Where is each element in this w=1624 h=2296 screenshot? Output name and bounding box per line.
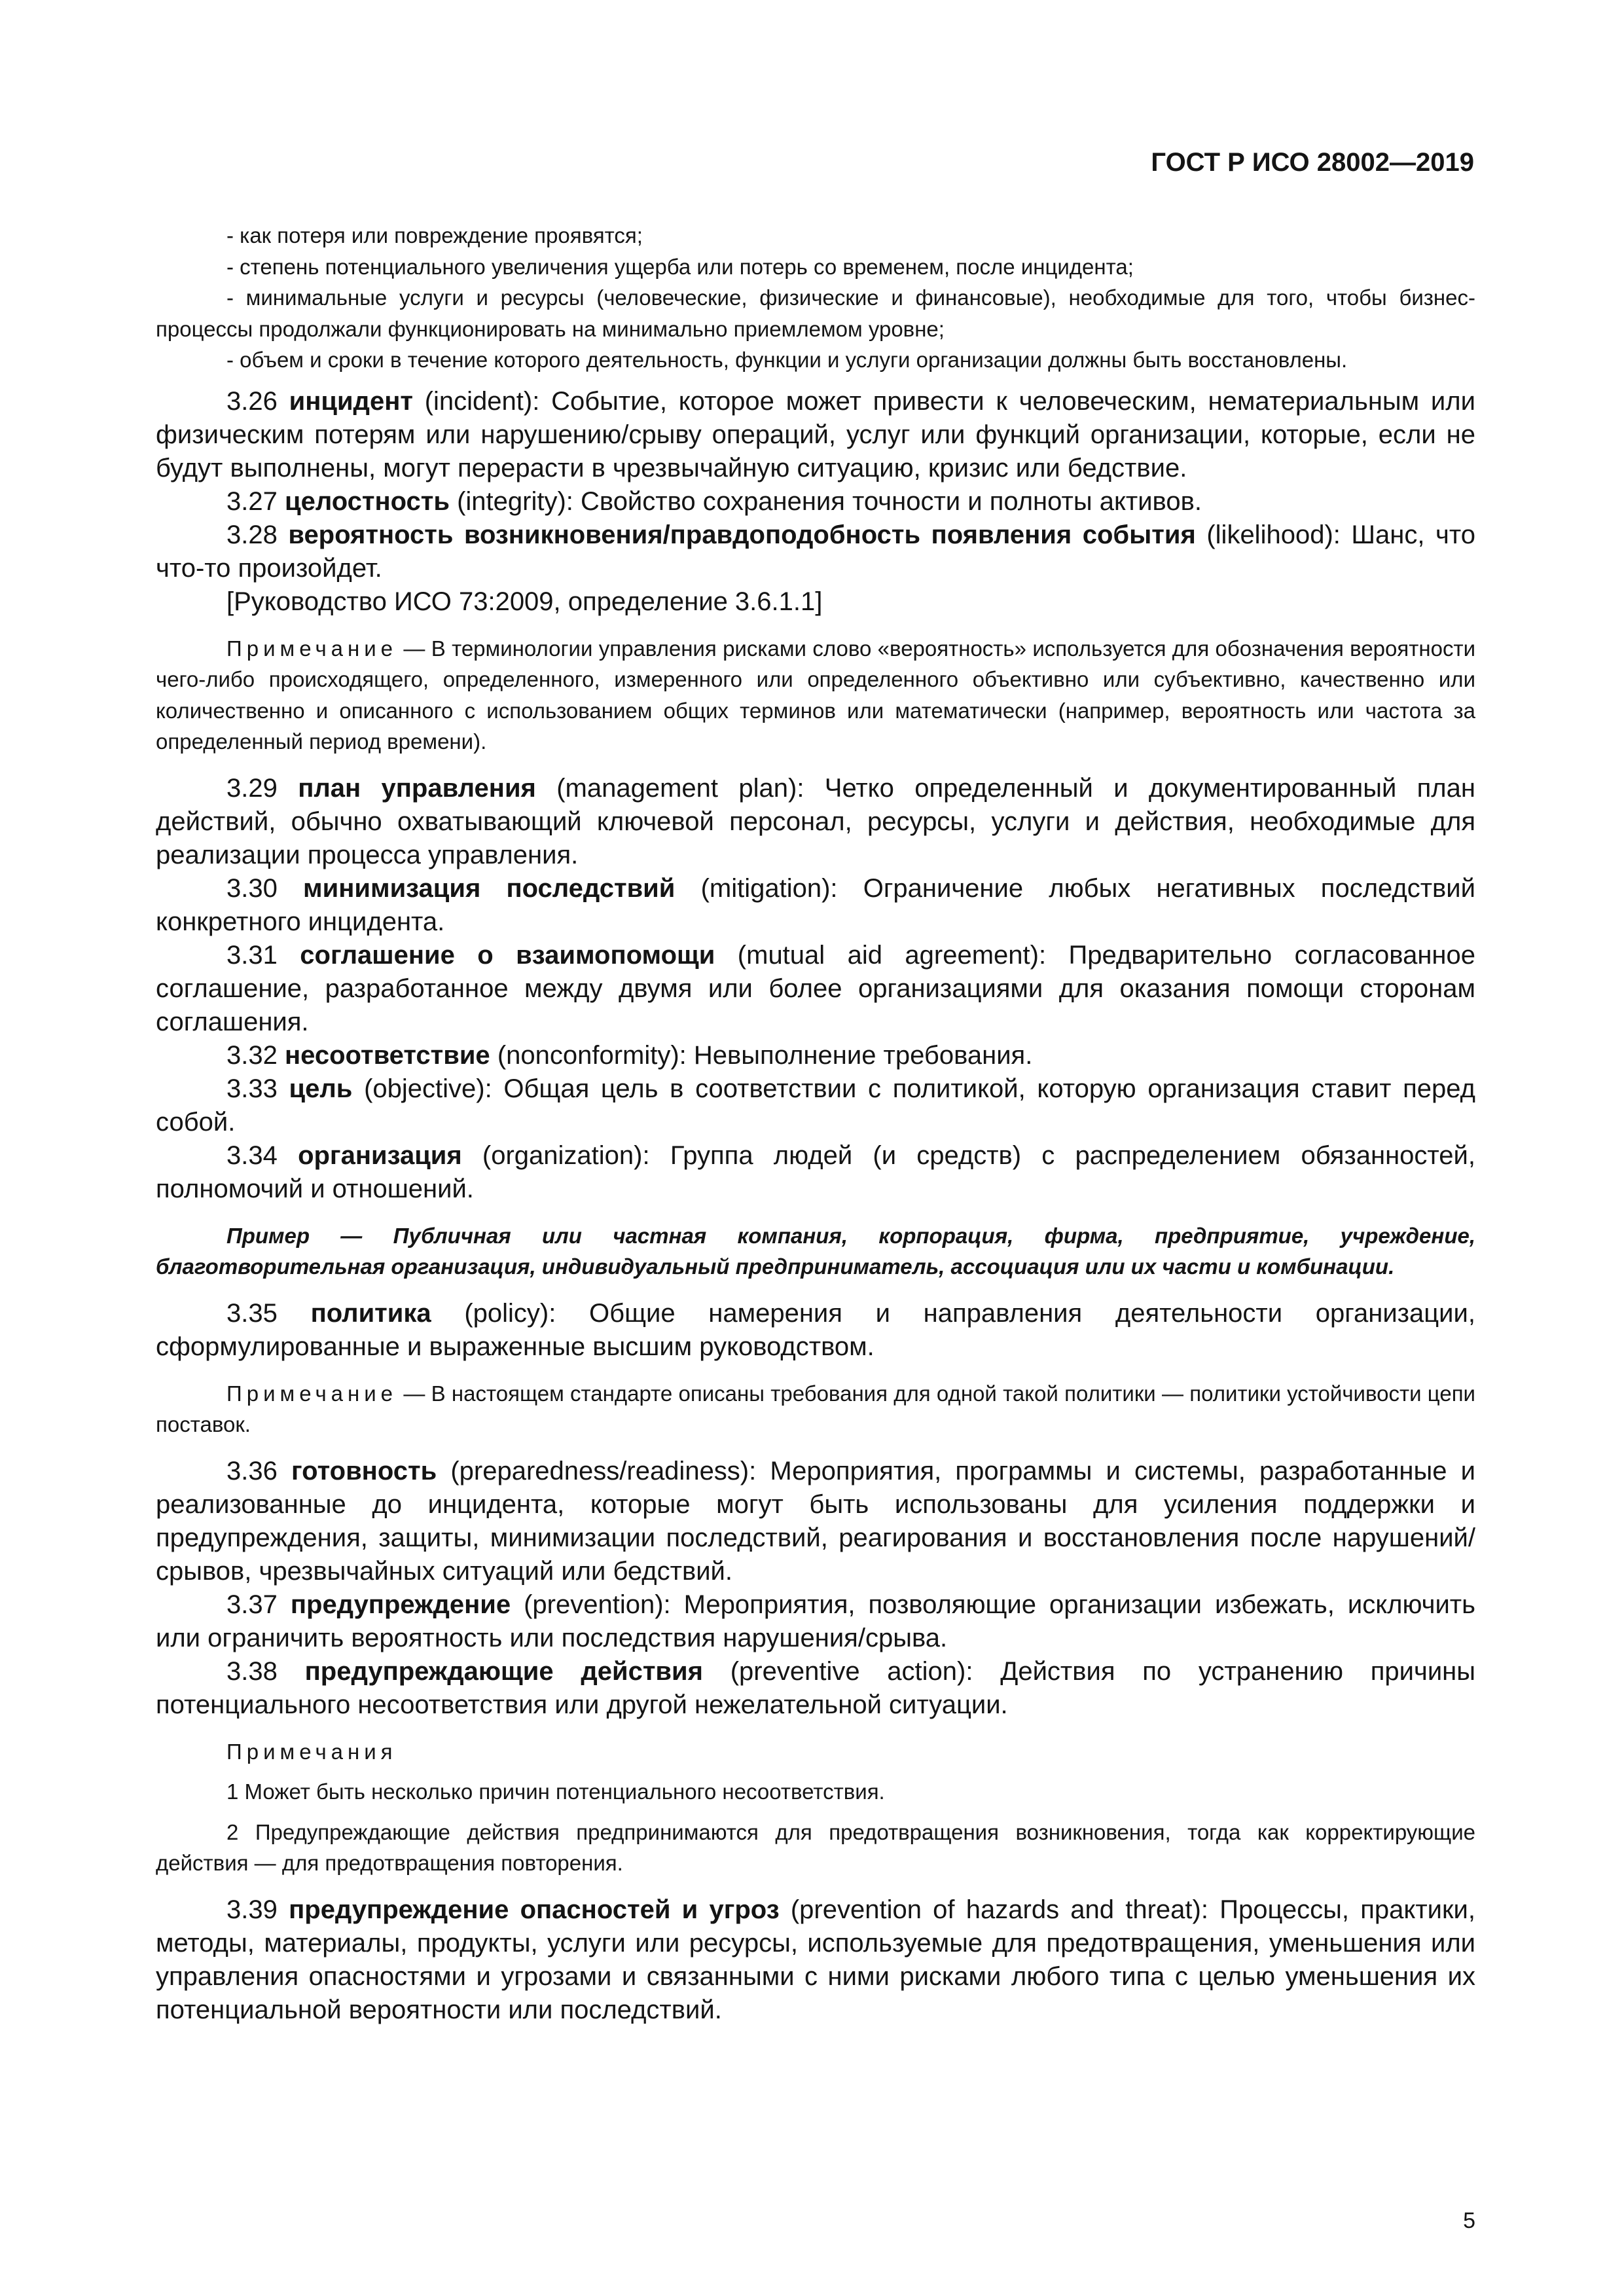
example-3-34	[156, 1220, 1475, 1283]
term-english: (integrity):	[457, 486, 573, 516]
term-definition: Свойство сохранения точности и полноты активов.	[581, 486, 1202, 516]
term-definition: Группа людей (и средств) с распределением обязанностей, полномочий и отношений.	[156, 1140, 1475, 1203]
note-label: Примечание	[226, 636, 398, 661]
term-number: 3.33	[226, 1074, 278, 1103]
term-3-31	[156, 939, 1475, 1039]
term-name: целостность	[284, 486, 450, 516]
term-number: 3.30	[226, 873, 278, 903]
term-3-36	[156, 1455, 1475, 1588]
term-name: план управления	[298, 773, 536, 803]
term-number: 3.37	[226, 1590, 278, 1619]
term-english: (preventive action):	[730, 1656, 973, 1686]
terms-block-1	[156, 385, 1475, 619]
term-definition: Общая цель в соответствии с политикой, которую организация ставит перед собой.	[156, 1074, 1475, 1137]
bullet-item: - как потеря или повреждение проявятся;	[226, 223, 643, 247]
standard-header: ГОСТ Р ИСО 28002—2019	[1151, 148, 1474, 177]
term-number: 3.36	[226, 1456, 278, 1485]
term-english: (prevention of hazards and threat):	[790, 1895, 1208, 1924]
term-definition: Ограничение любых негативных последствий конкретного инцидента.	[156, 873, 1475, 936]
term-name: инцидент	[289, 386, 413, 416]
term-english: (management plan):	[556, 773, 804, 803]
term-number: 3.39	[226, 1895, 278, 1924]
term-3-33	[156, 1072, 1475, 1139]
term-number: 3.26	[226, 386, 278, 416]
note-3-28	[156, 633, 1475, 757]
term-3-28	[156, 519, 1475, 585]
bullet-list	[156, 220, 1475, 376]
term-english: (organization):	[482, 1140, 650, 1170]
term-definition: Мероприятия, позволяющие организации избежать, исключить или ограничить вероятность или последствия нарушения/срыва.	[156, 1590, 1475, 1652]
term-name: предупреждение опасностей и угроз	[289, 1895, 780, 1924]
note-3-35	[156, 1378, 1475, 1440]
term-source: [Руководство ИСО 73:2009, определение 3.6.1.1]	[226, 587, 823, 616]
terms-block-3	[156, 1297, 1475, 1364]
bullet-item: - объем и сроки в течение которого деятельность, функции и услуги организации должны быть восстановлены.	[226, 348, 1348, 372]
term-name: вероятность возникновения/правдоподобность появления события	[288, 520, 1196, 549]
term-3-38	[156, 1655, 1475, 1722]
note-item: 1 Может быть несколько причин потенциального несоответствия.	[226, 1779, 885, 1804]
term-number: 3.32	[226, 1040, 278, 1070]
terms-block-5	[156, 1893, 1475, 2027]
notes-3-38	[156, 1736, 1475, 1879]
term-3-37	[156, 1588, 1475, 1655]
term-3-39	[156, 1893, 1475, 2027]
term-english: (incident):	[424, 386, 540, 416]
term-number: 3.38	[226, 1656, 278, 1686]
term-3-27	[156, 485, 1475, 519]
term-number: 3.34	[226, 1140, 278, 1170]
bullet-item: - степень потенциального увеличения ущерба или потерь со временем, после инцидента;	[226, 254, 1134, 279]
term-name: цель	[289, 1074, 353, 1103]
note-label: Примечание	[226, 1381, 398, 1406]
term-english: (nonconformity):	[497, 1040, 687, 1070]
term-english: (prevention):	[524, 1590, 671, 1619]
terms-block-4	[156, 1455, 1475, 1722]
term-name: организация	[298, 1140, 462, 1170]
term-name: предупреждающие действия	[304, 1656, 703, 1686]
term-english: (objective):	[364, 1074, 492, 1103]
term-definition: Мероприятия, программы и системы, разработанные и реализованные до инцидента, которые могут быть использованы для усиления поддержки и предупреждения, защиты, минимизации последствий, реагирования и восстановления после нарушений/срывов, чрезвычайных ситуаций или бедствий.	[156, 1456, 1475, 1586]
term-number: 3.27	[226, 486, 278, 516]
term-definition: Действия по устранению причины потенциального несоответствия или другой нежелательной ситуации.	[156, 1656, 1476, 1719]
note-item: 2 Предупреждающие действия предпринимаются для предотвращения возникновения, тогда как корректирующие действия — для предотвращения повторения.	[156, 1819, 1475, 1875]
term-number: 3.29	[226, 773, 278, 803]
term-definition: Событие, которое может привести к человеческим, нематериальным или физическим потерям или нарушению/срыву операций, услуг или функций организации, которые, если не будут выполнены, могут перерасти в чрезвычайную ситуацию, кризис или бедствие.	[156, 386, 1475, 483]
term-3-34	[156, 1139, 1475, 1206]
page-number: 5	[1463, 2208, 1475, 2233]
term-english: (likelihood):	[1206, 520, 1341, 549]
example-text: Пример — Публичная или частная компания, корпорация, фирма, предприятие, учреждение, благотворительная организация, индивидуальный предприниматель, ассоциация или их части и комбинации.	[156, 1223, 1475, 1279]
term-3-26	[156, 385, 1475, 485]
term-number: 3.28	[226, 520, 278, 549]
term-english: (mutual aid agreement):	[737, 940, 1047, 970]
term-3-30	[156, 872, 1475, 939]
term-3-35	[156, 1297, 1475, 1364]
term-name: готовность	[291, 1456, 437, 1485]
term-3-29	[156, 772, 1475, 872]
term-name: предупреждение	[290, 1590, 511, 1619]
term-3-32	[156, 1039, 1475, 1072]
terms-block-2	[156, 772, 1475, 1206]
term-definition: Процессы, практики, методы, материалы, продукты, услуги или ресурсы, используемые для предотвращения, уменьшения или управления опасностями и угрозами и связанными с ними рисками любого типа с целью уменьшения их потенциальной вероятности или последствий.	[156, 1895, 1475, 2024]
term-english: (preparedness/readiness):	[450, 1456, 757, 1485]
term-name: политика	[310, 1298, 431, 1328]
note-text: — В терминологии управления рисками слово «вероятность» используется для обозначения вероятности чего-либо происходящего, определенного, измеренного или определенного объективно или субъективно, качественно или количественно и описанного с использованием общих терминов или математически (например, вероятность или частота за определенный период времени).	[156, 636, 1476, 754]
notes-label: Примечания	[226, 1739, 397, 1764]
term-definition: Невыполнение требования.	[693, 1040, 1033, 1070]
term-name: соглашение о взаимопомощи	[300, 940, 715, 970]
document-body	[156, 220, 1475, 2027]
term-number: 3.31	[226, 940, 278, 970]
term-definition: Общие намерения и направления деятельности организации, сформулированные и выраженные высшим руководством.	[156, 1298, 1475, 1361]
term-number: 3.35	[226, 1298, 278, 1328]
term-name: минимизация последствий	[303, 873, 676, 903]
term-definition: Четко определенный и документированный план действий, обычно охватывающий ключевой персонал, ресурсы, услуги и действия, необходимые для реализации процесса управления.	[156, 773, 1475, 869]
term-definition: Предварительно согласованное соглашение, разработанное между двумя или более организациями для оказания помощи сторонам соглашения.	[156, 940, 1475, 1036]
term-definition: Шанс, что что-то произойдет.	[156, 520, 1475, 583]
term-english: (mitigation):	[700, 873, 838, 903]
term-english: (policy):	[464, 1298, 556, 1328]
term-name: несоответствие	[284, 1040, 490, 1070]
bullet-item: - минимальные услуги и ресурсы (человеческие, физические и финансовые), необходимые для того, чтобы бизнес-процессы продолжали функционировать на минимально приемлемом уровне;	[156, 285, 1475, 341]
note-text: — В настоящем стандарте описаны требования для одной такой политики — политики устойчивости цепи поставок.	[156, 1381, 1475, 1436]
